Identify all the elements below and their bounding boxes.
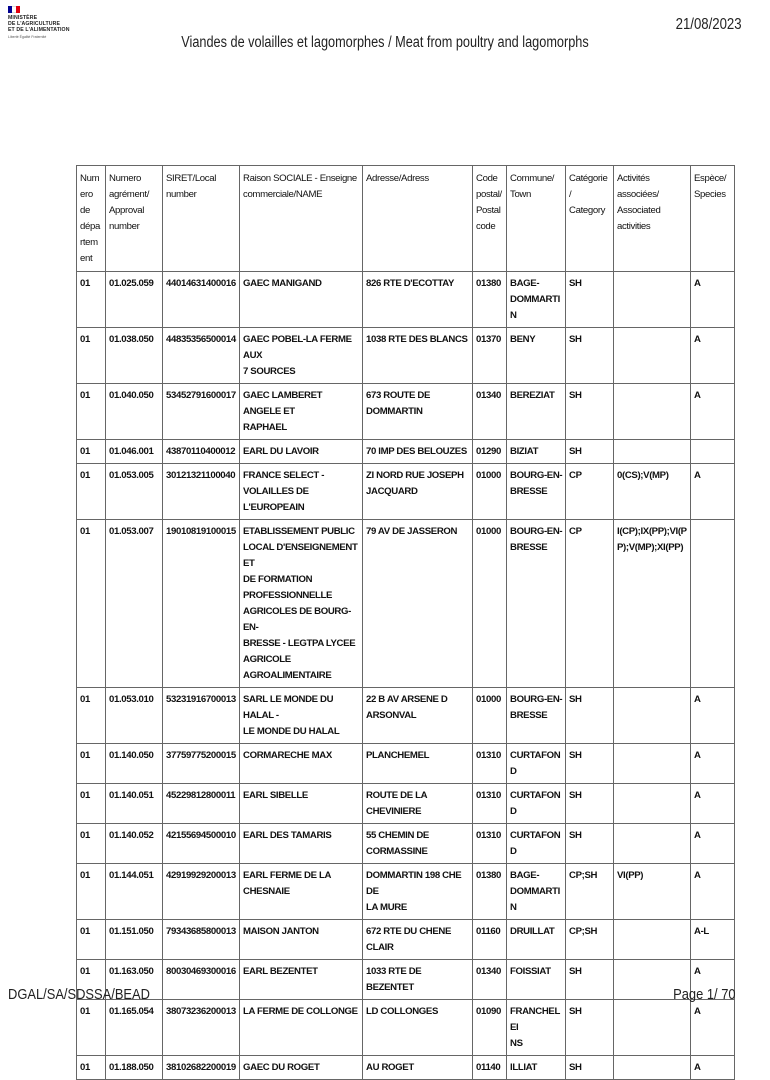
cell-category: SH (566, 272, 614, 328)
cell-approval-number: 01.040.050 (106, 384, 163, 440)
table-row (77, 920, 735, 960)
cell-category: SH (566, 1056, 614, 1080)
cell-approval-number: 01.140.052 (106, 824, 163, 864)
cell-activities (614, 272, 691, 328)
cell-address: 79 AV DE JASSERON (363, 520, 473, 688)
cell-species: A (691, 1056, 735, 1080)
table-row (77, 960, 735, 1000)
header-approval-number: Numero agrément/ Approval number (106, 166, 163, 272)
cell-activities: VI(PP) (614, 864, 691, 920)
cell-town: BENY (507, 328, 566, 384)
cell-postal-code: 01290 (473, 440, 507, 464)
cell-town: BOURG-EN- BRESSE (507, 464, 566, 520)
cell-category: SH (566, 688, 614, 744)
header-name: Raison SOCIALE - Enseigne commerciale/NAME (240, 166, 363, 272)
cell-address: 1033 RTE DE BEZENTET (363, 960, 473, 1000)
cell-species (691, 520, 735, 688)
french-flag-icon (8, 6, 20, 13)
cell-name: LA FERME DE COLLONGE (240, 1000, 363, 1056)
cell-siret: 30121321100040 (163, 464, 240, 520)
table-body (77, 272, 735, 1080)
cell-address: 672 RTE DU CHENE CLAIR (363, 920, 473, 960)
cell-name: SARL LE MONDE DU HALAL - LE MONDE DU HALAL (240, 688, 363, 744)
table-row (77, 464, 735, 520)
header-category: Catégorie / Category (566, 166, 614, 272)
cell-department: 01 (77, 1056, 106, 1080)
table-row (77, 688, 735, 744)
table-row (77, 784, 735, 824)
cell-approval-number: 01.140.050 (106, 744, 163, 784)
cell-address: 70 IMP DES BELOUZES (363, 440, 473, 464)
cell-postal-code: 01140 (473, 1056, 507, 1080)
cell-activities: 0(CS);V(MP) (614, 464, 691, 520)
cell-approval-number: 01.046.001 (106, 440, 163, 464)
cell-siret: 19010819100015 (163, 520, 240, 688)
cell-approval-number: 01.053.010 (106, 688, 163, 744)
logo-motto: Liberté Égalité Fraternité (8, 35, 47, 39)
cell-address: DOMMARTIN 198 CHE DE LA MURE (363, 864, 473, 920)
cell-activities (614, 920, 691, 960)
cell-siret: 38073236200013 (163, 1000, 240, 1056)
cell-approval-number: 01.140.051 (106, 784, 163, 824)
cell-species: A (691, 328, 735, 384)
cell-postal-code: 01160 (473, 920, 507, 960)
cell-category: SH (566, 440, 614, 464)
cell-activities (614, 440, 691, 464)
cell-approval-number: 01.053.005 (106, 464, 163, 520)
cell-town: DRUILLAT (507, 920, 566, 960)
cell-department: 01 (77, 440, 106, 464)
cell-species: A (691, 784, 735, 824)
cell-town: FOISSIAT (507, 960, 566, 1000)
cell-town: BEREZIAT (507, 384, 566, 440)
cell-species: A (691, 384, 735, 440)
cell-name: MAISON JANTON (240, 920, 363, 960)
cell-activities (614, 784, 691, 824)
cell-department: 01 (77, 328, 106, 384)
table-header-row (77, 166, 735, 272)
cell-activities (614, 1056, 691, 1080)
cell-address: 1038 RTE DES BLANCS (363, 328, 473, 384)
cell-category: CP (566, 520, 614, 688)
cell-siret: 42155694500010 (163, 824, 240, 864)
header-siret: SIRET/Local number (163, 166, 240, 272)
cell-name: EARL DES TAMARIS (240, 824, 363, 864)
logo-line-3: ET DE L'ALIMENTATION (8, 27, 70, 33)
document-title: Viandes de volailles et lagomorphes / Meat from poultry and lagomorphs (181, 34, 589, 51)
table-row (77, 824, 735, 864)
cell-name: GAEC POBEL-LA FERME AUX 7 SOURCES (240, 328, 363, 384)
cell-siret: 80030469300016 (163, 960, 240, 1000)
cell-species: A (691, 864, 735, 920)
page-number: Page 1/ 70 (673, 986, 736, 1003)
cell-siret: 38102682200019 (163, 1056, 240, 1080)
cell-town: BAGE- DOMMARTIN (507, 864, 566, 920)
cell-siret: 53231916700013 (163, 688, 240, 744)
cell-approval-number: 01.025.059 (106, 272, 163, 328)
cell-name: EARL FERME DE LA CHESNAIE (240, 864, 363, 920)
cell-name: GAEC DU ROGET (240, 1056, 363, 1080)
cell-postal-code: 01310 (473, 744, 507, 784)
cell-department: 01 (77, 688, 106, 744)
cell-category: SH (566, 824, 614, 864)
cell-approval-number: 01.151.050 (106, 920, 163, 960)
cell-address: ZI NORD RUE JOSEPH JACQUARD (363, 464, 473, 520)
cell-siret: 79343685800013 (163, 920, 240, 960)
cell-approval-number: 01.163.050 (106, 960, 163, 1000)
cell-department: 01 (77, 864, 106, 920)
cell-name: FRANCE SELECT - VOLAILLES DE L'EUROPEAIN (240, 464, 363, 520)
cell-address: 22 B AV ARSENE D ARSONVAL (363, 688, 473, 744)
cell-category: CP (566, 464, 614, 520)
cell-postal-code: 01000 (473, 520, 507, 688)
cell-category: SH (566, 328, 614, 384)
cell-siret: 44014631400016 (163, 272, 240, 328)
cell-species: A-L (691, 920, 735, 960)
cell-name: EARL DU LAVOIR (240, 440, 363, 464)
header-activities: Activités associées/ Associated activities (614, 166, 691, 272)
cell-address: 826 RTE D'ECOTTAY (363, 272, 473, 328)
cell-department: 01 (77, 960, 106, 1000)
cell-category: CP;SH (566, 920, 614, 960)
cell-postal-code: 01380 (473, 864, 507, 920)
cell-siret: 37759775200015 (163, 744, 240, 784)
cell-town: CURTAFOND (507, 744, 566, 784)
cell-postal-code: 01090 (473, 1000, 507, 1056)
cell-address: AU ROGET (363, 1056, 473, 1080)
table-row (77, 864, 735, 920)
cell-address: ROUTE DE LA CHEVINIERE (363, 784, 473, 824)
cell-siret: 44835356500014 (163, 328, 240, 384)
table-row (77, 520, 735, 688)
cell-siret: 43870110400012 (163, 440, 240, 464)
cell-name: ETABLISSEMENT PUBLIC LOCAL D'ENSEIGNEMENT ET DE FORMATION PROFESSIONNELLE AGRICOLES DE BOURG-EN- BRESSE - LEGTPA LYCEE AGRICOLE AGROALIMENTAIRE (240, 520, 363, 688)
cell-species: A (691, 272, 735, 328)
cell-postal-code: 01310 (473, 784, 507, 824)
cell-town: BOURG-EN- BRESSE (507, 688, 566, 744)
cell-siret: 45229812800011 (163, 784, 240, 824)
table-row (77, 1000, 735, 1056)
cell-category: SH (566, 384, 614, 440)
cell-town: BIZIAT (507, 440, 566, 464)
cell-postal-code: 01370 (473, 328, 507, 384)
cell-department: 01 (77, 1000, 106, 1056)
cell-approval-number: 01.188.050 (106, 1056, 163, 1080)
cell-address: LD COLLONGES (363, 1000, 473, 1056)
cell-species: A (691, 960, 735, 1000)
cell-postal-code: 01340 (473, 960, 507, 1000)
cell-name: EARL BEZENTET (240, 960, 363, 1000)
cell-postal-code: 01000 (473, 464, 507, 520)
cell-activities (614, 328, 691, 384)
cell-species (691, 440, 735, 464)
cell-address: PLANCHEMEL (363, 744, 473, 784)
cell-approval-number: 01.053.007 (106, 520, 163, 688)
establishments-table (76, 165, 735, 1080)
cell-postal-code: 01000 (473, 688, 507, 744)
cell-activities (614, 1000, 691, 1056)
cell-postal-code: 01340 (473, 384, 507, 440)
cell-species: A (691, 688, 735, 744)
cell-category: SH (566, 784, 614, 824)
cell-category: SH (566, 960, 614, 1000)
cell-name: GAEC LAMBERET ANGELE ET RAPHAEL (240, 384, 363, 440)
cell-postal-code: 01310 (473, 824, 507, 864)
cell-department: 01 (77, 272, 106, 328)
cell-category: CP;SH (566, 864, 614, 920)
cell-species: A (691, 1000, 735, 1056)
cell-department: 01 (77, 744, 106, 784)
cell-town: CURTAFOND (507, 784, 566, 824)
logo-line-2: DE L'AGRICULTURE (8, 21, 61, 27)
cell-name: GAEC MANIGAND (240, 272, 363, 328)
cell-activities (614, 384, 691, 440)
table-row (77, 440, 735, 464)
table-row (77, 328, 735, 384)
cell-department: 01 (77, 824, 106, 864)
cell-activities (614, 688, 691, 744)
cell-species: A (691, 824, 735, 864)
cell-species: A (691, 464, 735, 520)
cell-approval-number: 01.144.051 (106, 864, 163, 920)
header-species: Espèce/ Species (691, 166, 735, 272)
cell-approval-number: 01.038.050 (106, 328, 163, 384)
cell-siret: 53452791600017 (163, 384, 240, 440)
table-row (77, 744, 735, 784)
cell-activities (614, 824, 691, 864)
cell-town: BAGE- DOMMARTIN (507, 272, 566, 328)
ministry-logo (8, 6, 68, 66)
header-postal-code: Code postal/ Postal code (473, 166, 507, 272)
header-town: Commune/ Town (507, 166, 566, 272)
cell-department: 01 (77, 520, 106, 688)
cell-postal-code: 01380 (473, 272, 507, 328)
cell-approval-number: 01.165.054 (106, 1000, 163, 1056)
cell-species: A (691, 744, 735, 784)
cell-category: SH (566, 1000, 614, 1056)
footer-reference: DGAL/SA/SDSSA/BEAD (8, 986, 150, 1003)
cell-department: 01 (77, 784, 106, 824)
cell-activities: I(CP);IX(PP);VI(P P);V(MP);XI(PP) (614, 520, 691, 688)
cell-department: 01 (77, 464, 106, 520)
cell-siret: 42919929200013 (163, 864, 240, 920)
table-row (77, 1056, 735, 1080)
table-row (77, 384, 735, 440)
document-date: 21/08/2023 (676, 16, 742, 33)
cell-town: ILLIAT (507, 1056, 566, 1080)
cell-town: CURTAFOND (507, 824, 566, 864)
cell-town: FRANCHELEI NS (507, 1000, 566, 1056)
cell-name: EARL SIBELLE (240, 784, 363, 824)
header-department: Num ero de dépa rtem ent (77, 166, 106, 272)
cell-address: 55 CHEMIN DE CORMASSINE (363, 824, 473, 864)
cell-activities (614, 744, 691, 784)
logo-line-1: MINISTÈRE (8, 15, 38, 21)
cell-category: SH (566, 744, 614, 784)
cell-department: 01 (77, 920, 106, 960)
cell-town: BOURG-EN- BRESSE (507, 520, 566, 688)
cell-name: CORMARECHE MAX (240, 744, 363, 784)
cell-department: 01 (77, 384, 106, 440)
table-row (77, 272, 735, 328)
cell-address: 673 ROUTE DE DOMMARTIN (363, 384, 473, 440)
header-address: Adresse/Adress (363, 166, 473, 272)
